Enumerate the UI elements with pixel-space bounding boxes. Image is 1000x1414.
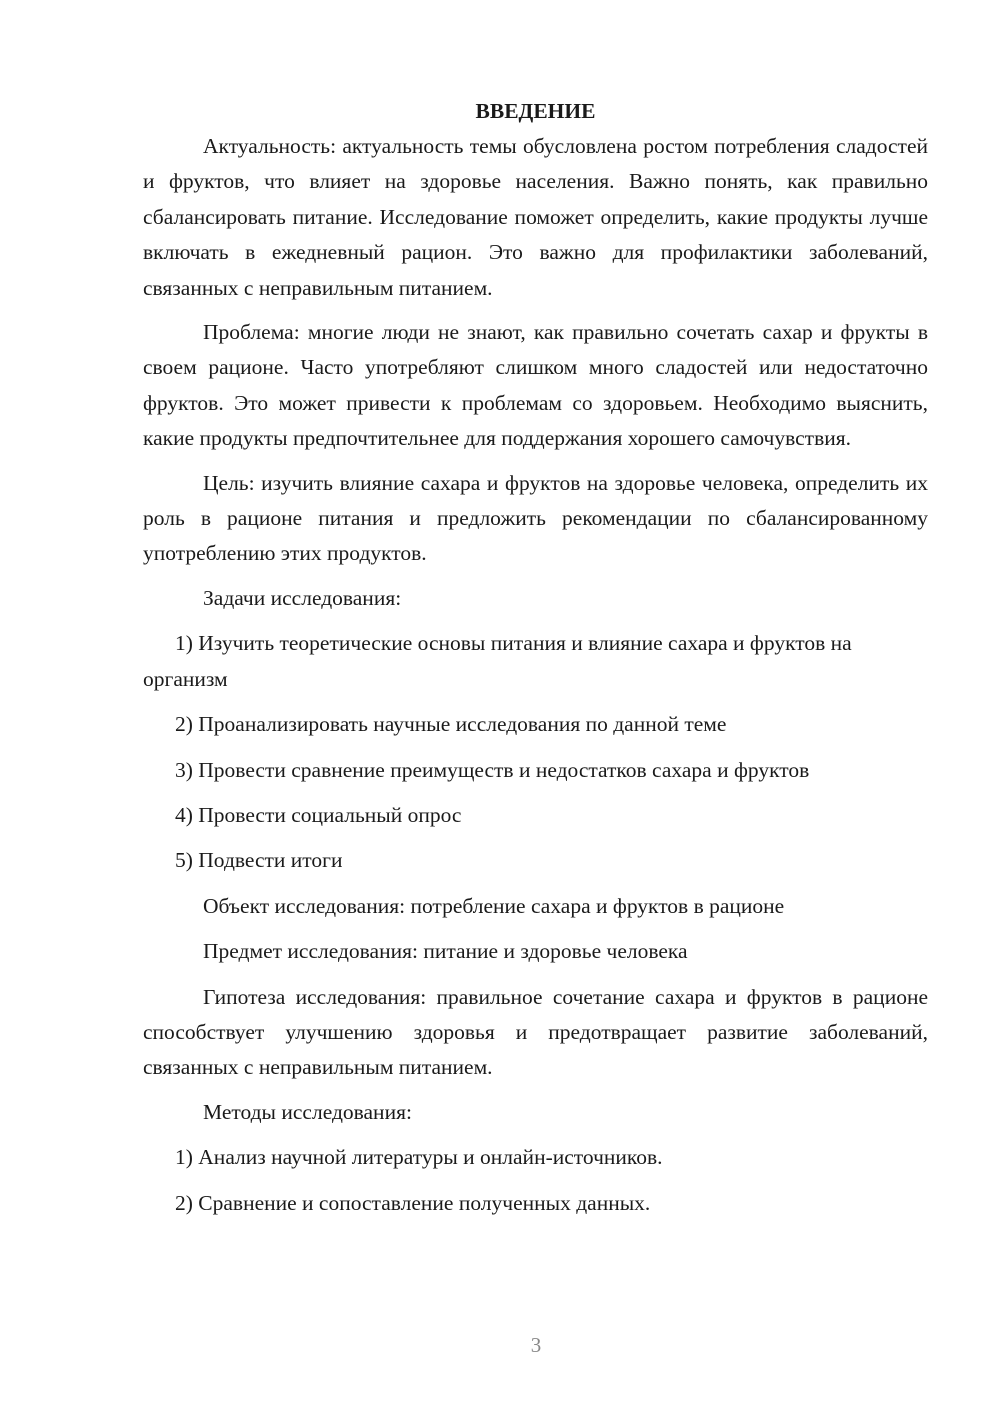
method-item: 2) Сравнение и сопоставление полученных данных. <box>175 1190 651 1215</box>
research-subject: Предмет исследования: питание и здоровье человека <box>203 939 688 964</box>
page-content <box>143 94 928 1231</box>
task-item: 5) Подвести итоги <box>175 848 343 873</box>
hypothesis-paragraph: Гипотеза исследования: правильное сочетание сахара и фруктов в рационе способствует улучшению здоровья и предотвращает развитие заболеваний, связанных с неправильным питанием. <box>143 984 928 1080</box>
page-number: 3 <box>530 1333 542 1357</box>
task-item: 2) Проанализировать научные исследования по данной теме <box>175 712 727 737</box>
tasks-label: Задачи исследования: <box>203 585 402 610</box>
task-item: 4) Провести социальный опрос <box>175 802 462 827</box>
goal-paragraph: Цель: изучить влияние сахара и фруктов на здоровье человека, определить их роль в рационе питания и предложить рекомендации по сбалансированному употреблению этих продуктов. <box>143 470 928 566</box>
section-title: ВВЕДЕНИЕ <box>475 99 596 123</box>
relevance-paragraph: Актуальность: актуальность темы обусловлена ростом потребления сладостей и фруктов, что влияет на здоровье населения. Важно понять, как правильно сбалансировать питание. Исследование поможет определить, какие продукты лучше включать в ежедневный рацион. Это важно для профилактики заболеваний, связанных с неправильным питанием. <box>143 134 928 300</box>
research-object: Объект исследования: потребление сахара и фруктов в рационе <box>203 893 785 918</box>
task-item: 3) Провести сравнение преимуществ и недостатков сахара и фруктов <box>175 757 810 782</box>
problem-paragraph: Проблема: многие люди не знают, как правильно сочетать сахар и фрукты в своем рационе. Часто употребляют слишком много сладостей или недостаточно фруктов. Это может привести к проблемам со здоровьем. Необходимо выяснить, какие продукты предпочтительнее для поддержания хорошего самочувствия. <box>143 320 928 451</box>
method-item: 1) Анализ научной литературы и онлайн-источников. <box>175 1145 663 1170</box>
methods-label: Методы исследования: <box>203 1099 412 1124</box>
task-item: 1) Изучить теоретические основы питания и влияние сахара и фруктов на организм <box>143 631 852 691</box>
